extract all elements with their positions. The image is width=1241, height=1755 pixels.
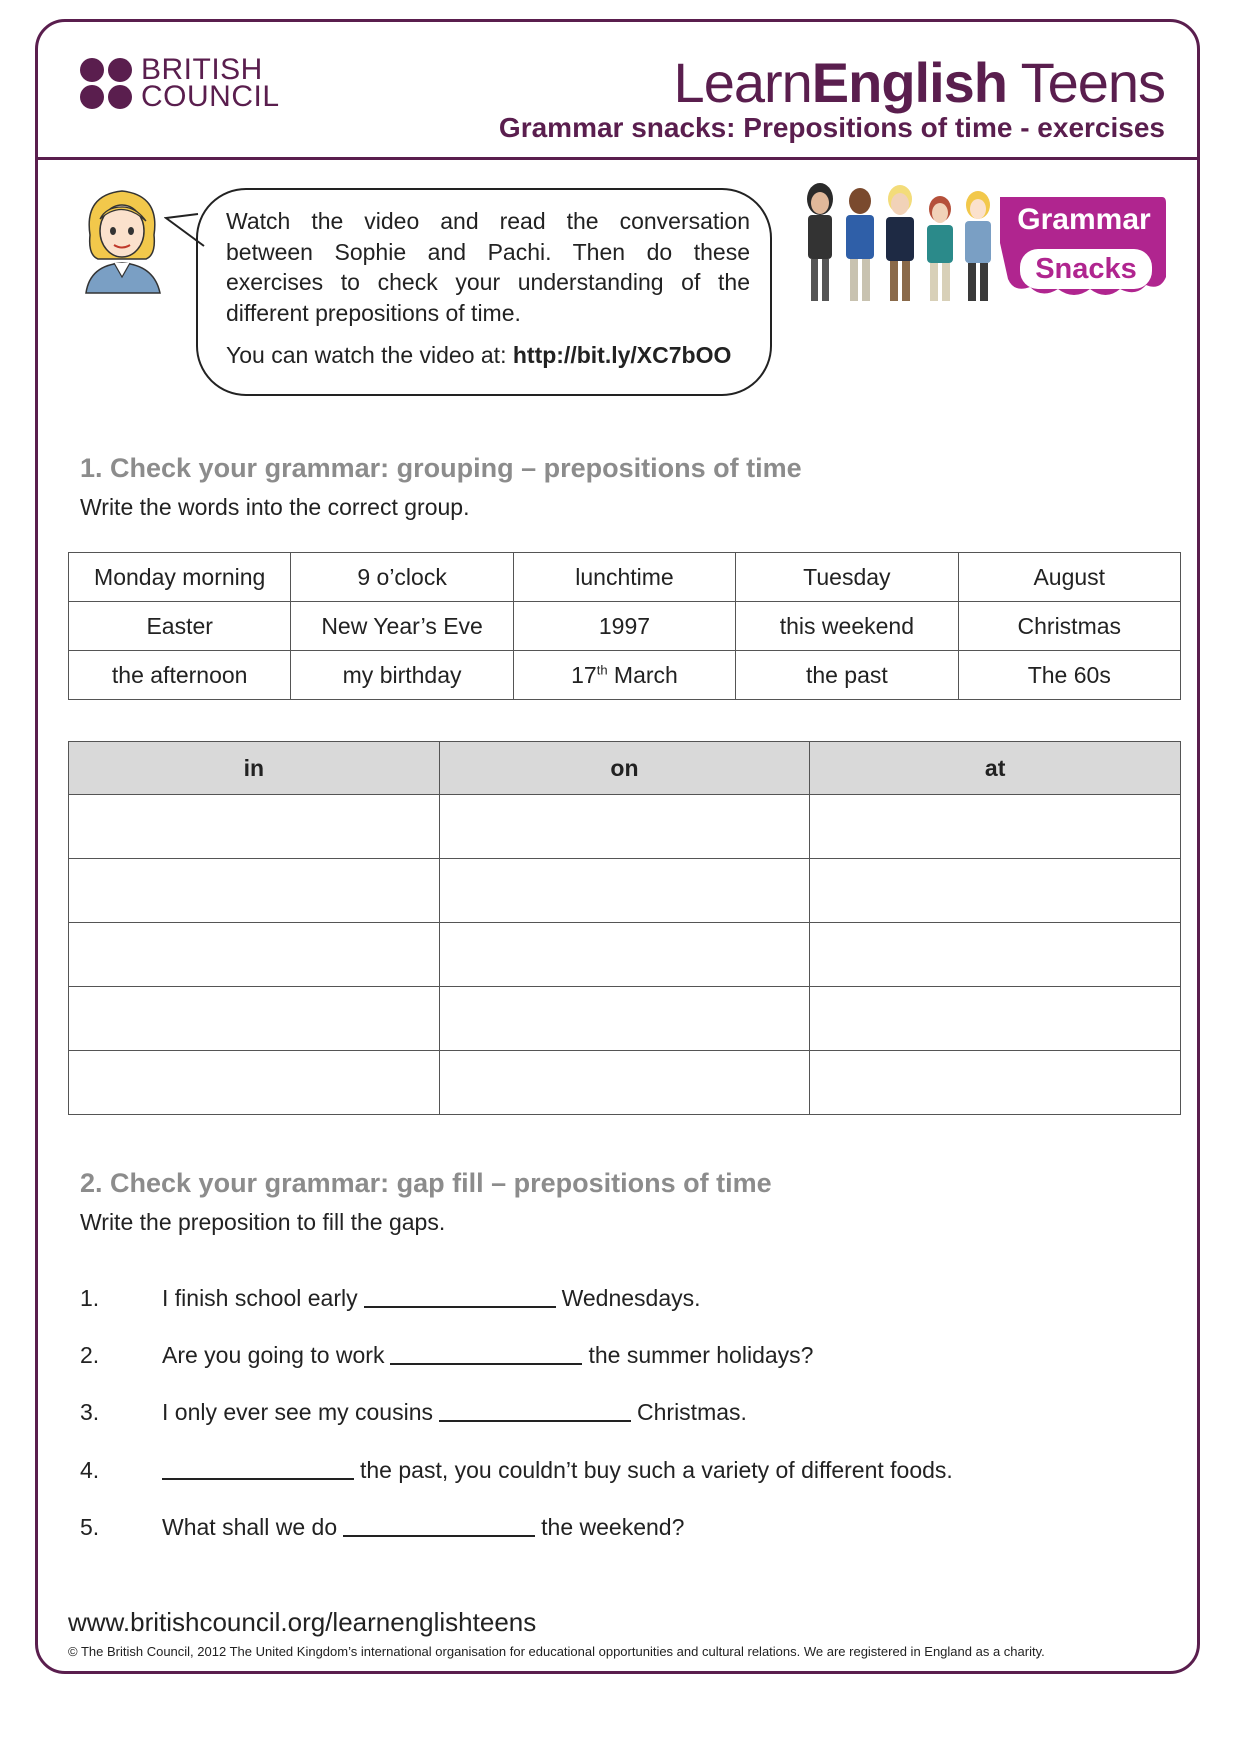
item-text-after: the summer holidays? bbox=[588, 1342, 814, 1368]
word-cell: 1997 bbox=[513, 602, 735, 651]
intro-text: Watch the video and read the conversation between Sophie and Pachi. Then do these exercises to check your understanding of the different prepositions of time. bbox=[226, 208, 750, 326]
footer-url[interactable]: www.britishcouncil.org/learnenglishteens bbox=[68, 1607, 537, 1637]
item-text-after: Christmas. bbox=[637, 1399, 747, 1425]
gap-fill-item bbox=[80, 1399, 747, 1426]
word-cell: Tuesday bbox=[736, 553, 958, 602]
answer-cell[interactable] bbox=[69, 923, 440, 987]
answer-cell[interactable] bbox=[69, 987, 440, 1051]
answer-cell[interactable] bbox=[69, 1051, 440, 1115]
answer-blank[interactable] bbox=[439, 1395, 631, 1422]
table-row bbox=[69, 923, 1181, 987]
word-cell: Christmas bbox=[958, 602, 1180, 651]
item-text-after: the past, you couldn’t buy such a variety of different foods. bbox=[360, 1457, 953, 1483]
british-council-logo bbox=[80, 53, 280, 113]
answer-cell[interactable] bbox=[439, 795, 810, 859]
item-text-after: Wednesdays. bbox=[561, 1285, 701, 1311]
gap-fill-item bbox=[80, 1514, 684, 1541]
answer-cell[interactable] bbox=[439, 923, 810, 987]
answer-cell[interactable] bbox=[810, 859, 1181, 923]
table-row bbox=[69, 1051, 1181, 1115]
word-cell-ordinal: 17th March bbox=[513, 651, 735, 700]
answer-cell[interactable] bbox=[439, 859, 810, 923]
column-header-in: in bbox=[69, 742, 440, 795]
answer-cell[interactable] bbox=[439, 1051, 810, 1115]
answer-cell[interactable] bbox=[69, 795, 440, 859]
section-1-instruction: Write the words into the correct group. bbox=[80, 494, 470, 520]
column-header-on: on bbox=[439, 742, 810, 795]
section-2-instruction: Write the preposition to fill the gaps. bbox=[80, 1209, 446, 1235]
answer-cell[interactable] bbox=[810, 923, 1181, 987]
word-cell: Monday morning bbox=[69, 553, 291, 602]
badge-line-2: Snacks bbox=[1020, 249, 1152, 289]
badge-line-1: Grammar bbox=[1017, 203, 1151, 236]
answer-blank[interactable] bbox=[390, 1338, 582, 1365]
word-cell: New Year’s Eve bbox=[291, 602, 513, 651]
section-1-title: 1. Check your grammar: grouping – prepositions of time bbox=[80, 453, 802, 483]
item-text-after: the weekend? bbox=[541, 1514, 685, 1540]
video-link-label: You can watch the video at: bbox=[226, 342, 513, 368]
answer-cell[interactable] bbox=[439, 987, 810, 1051]
answer-blank[interactable] bbox=[162, 1453, 354, 1480]
table-row bbox=[69, 859, 1181, 923]
logo-line-1: BRITISH bbox=[141, 53, 263, 86]
word-cell: the past bbox=[736, 651, 958, 700]
table-row bbox=[69, 651, 1181, 700]
item-number: 5. bbox=[80, 1514, 100, 1540]
item-number: 4. bbox=[80, 1457, 100, 1483]
word-cell: my birthday bbox=[291, 651, 513, 700]
learnenglish-teens-logo: LearnEnglish Teens bbox=[673, 51, 1165, 114]
intro-speech-bubble bbox=[196, 188, 772, 396]
word-cell: August bbox=[958, 553, 1180, 602]
word-cell: Easter bbox=[69, 602, 291, 651]
video-link-line bbox=[226, 340, 750, 371]
item-number: 3. bbox=[80, 1399, 100, 1425]
item-text-before: What shall we do bbox=[162, 1514, 338, 1540]
gap-fill-item bbox=[80, 1457, 953, 1484]
gap-fill-item bbox=[80, 1342, 813, 1369]
footer-copyright: © The British Council, 2012 The United Kingdom’s international organisation for educational opportunities and cultural relations. We are registered in England as a charity. bbox=[68, 1644, 1045, 1659]
column-header-at: at bbox=[810, 742, 1181, 795]
item-number: 2. bbox=[80, 1342, 100, 1368]
header-divider bbox=[35, 157, 1200, 160]
word-cell: lunchtime bbox=[513, 553, 735, 602]
table-row bbox=[69, 602, 1181, 651]
answer-cell[interactable] bbox=[69, 859, 440, 923]
gap-fill-item bbox=[80, 1285, 701, 1312]
grouping-table bbox=[68, 741, 1181, 1115]
answer-cell[interactable] bbox=[810, 1051, 1181, 1115]
logo-dots-icon bbox=[80, 58, 132, 109]
table-header-row bbox=[69, 742, 1181, 795]
table-row bbox=[69, 987, 1181, 1051]
answer-cell[interactable] bbox=[810, 987, 1181, 1051]
item-text-before: I only ever see my cousins bbox=[162, 1399, 434, 1425]
word-cell: The 60s bbox=[958, 651, 1180, 700]
grammar-snacks-badge bbox=[994, 193, 1168, 303]
word-cell: this weekend bbox=[736, 602, 958, 651]
video-link[interactable]: http://bit.ly/XC7bOO bbox=[512, 342, 732, 368]
item-text-before: I finish school early bbox=[162, 1285, 358, 1311]
word-cell: the afternoon bbox=[69, 651, 291, 700]
table-row bbox=[69, 795, 1181, 859]
section-2-title: 2. Check your grammar: gap fill – prepositions of time bbox=[80, 1168, 772, 1198]
word-cell: 9 o’clock bbox=[291, 553, 513, 602]
answer-cell[interactable] bbox=[810, 795, 1181, 859]
answer-blank[interactable] bbox=[364, 1281, 556, 1308]
table-row bbox=[69, 553, 1181, 602]
document-title: Grammar snacks: Prepositions of time - exercises bbox=[498, 112, 1165, 143]
logo-line-2: COUNCIL bbox=[141, 80, 280, 113]
item-text-before: Are you going to work bbox=[162, 1342, 385, 1368]
sophie-illustration bbox=[76, 185, 168, 295]
answer-blank[interactable] bbox=[343, 1510, 535, 1537]
word-bank-table bbox=[68, 552, 1181, 700]
item-number: 1. bbox=[80, 1285, 100, 1311]
